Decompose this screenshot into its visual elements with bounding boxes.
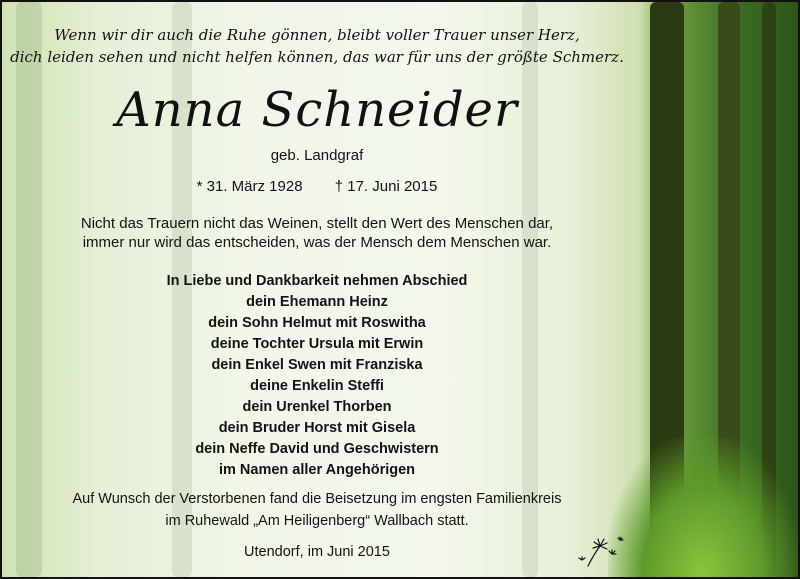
place-date: Utendorf, im Juni 2015: [244, 544, 390, 560]
mourner-line: In Liebe und Dankbarkeit nehmen Abschied: [166, 273, 468, 289]
birth-date: * 31. März 1928: [196, 178, 303, 195]
deceased-name: Anna Schneider: [116, 82, 518, 138]
mourner-line: deine Enkelin Steffi: [250, 378, 384, 394]
quote-line: Nicht das Trauern nicht das Weinen, stellt den Wert des Menschen dar,: [80, 215, 554, 232]
burial-note: im Ruhewald „Am Heiligenberg“ Wallbach statt.: [165, 513, 469, 529]
poem-line: dich leiden sehen und nicht helfen können, das war für uns der größte Schmerz.: [10, 48, 624, 66]
mourner-line: dein Sohn Helmut mit Roswitha: [208, 315, 426, 331]
quote-line: immer nur wird das entscheiden, was der Mensch dem Menschen war.: [82, 234, 552, 251]
mourner-line: dein Bruder Horst mit Gisela: [218, 420, 416, 436]
text-panel: [2, 2, 632, 579]
mourner-line: dein Urenkel Thorben: [242, 399, 392, 415]
dandelion-icon: [576, 532, 628, 568]
life-dates: [2, 178, 632, 195]
mourner-line: deine Tochter Ursula mit Erwin: [210, 336, 424, 352]
forest-foliage: [608, 437, 798, 577]
burial-note: Auf Wunsch der Verstorbenen fand die Beisetzung im engsten Familienkreis: [72, 491, 562, 507]
mourner-line: im Namen aller Angehörigen: [218, 462, 416, 478]
maiden-name: geb. Landgraf: [270, 147, 364, 164]
mourner-line: dein Neffe David und Geschwistern: [195, 441, 439, 457]
mourner-line: dein Enkel Swen mit Franziska: [211, 357, 423, 373]
mourner-line: dein Ehemann Heinz: [246, 294, 388, 310]
poem-line: Wenn wir dir auch die Ruhe gönnen, bleibt voller Trauer unser Herz,: [54, 26, 580, 44]
death-date: † 17. Juni 2015: [334, 178, 438, 195]
